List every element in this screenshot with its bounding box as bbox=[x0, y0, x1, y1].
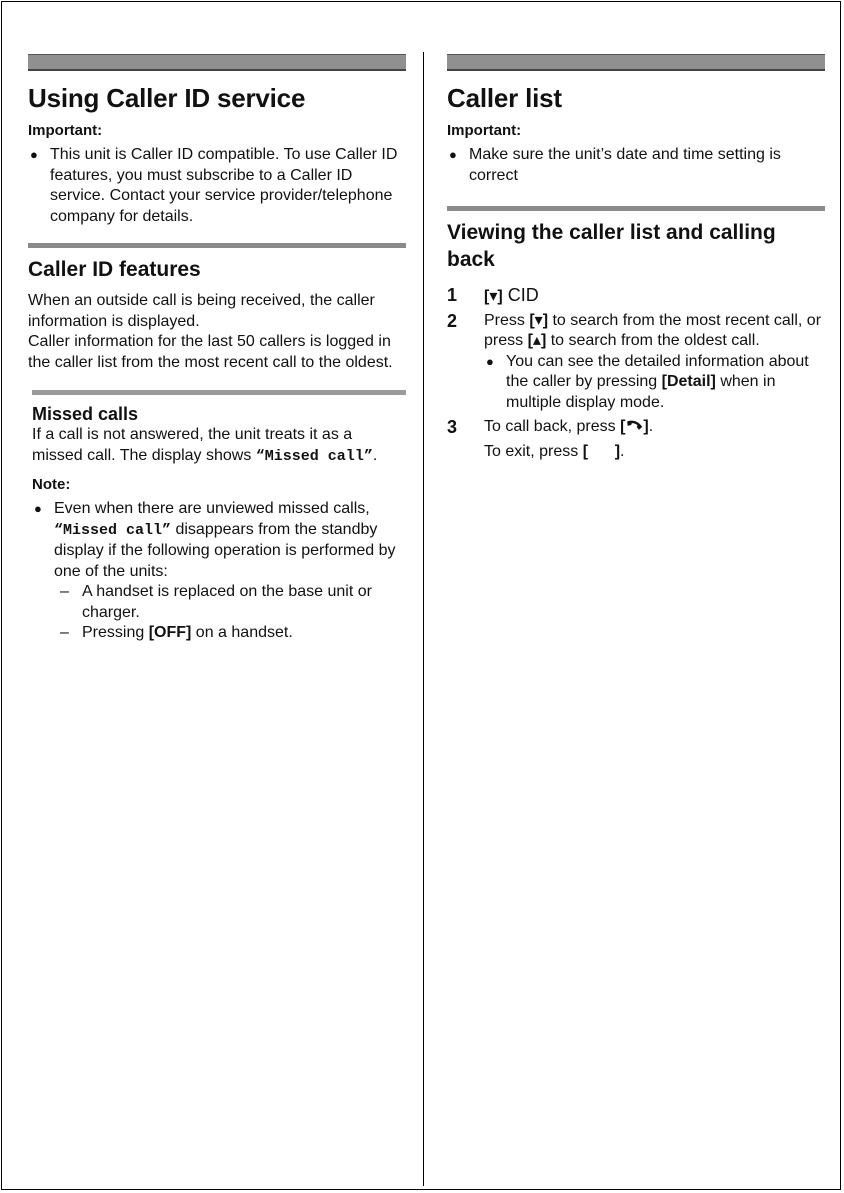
important-bullet-text: This unit is Caller ID compatible. To use Caller ID features, you must subscribe to a Caller ID service. Contact your service provider/telephone company for details. bbox=[50, 146, 398, 225]
dash-icon: – bbox=[60, 583, 69, 600]
important-label: Important: bbox=[447, 122, 522, 139]
missed-text-end: . bbox=[372, 446, 378, 464]
detail-key: [Detail] bbox=[661, 373, 716, 390]
bullet-icon: ● bbox=[30, 147, 38, 162]
step-2-text: Press bbox=[484, 311, 530, 329]
viewing-caller-list-heading: Viewing the caller list and calling back bbox=[447, 221, 776, 271]
section-bar bbox=[28, 54, 406, 71]
section-bar bbox=[447, 54, 825, 71]
note-dash-item bbox=[32, 623, 406, 644]
step-3-text: To call back, press bbox=[484, 418, 621, 435]
step-number: 1 bbox=[447, 285, 458, 305]
note-dash-item bbox=[32, 582, 406, 623]
missed-calls-heading: Missed calls bbox=[32, 404, 139, 424]
key-bracket: [ bbox=[620, 418, 626, 435]
step-3 bbox=[447, 417, 825, 462]
missed-calls-paragraph bbox=[32, 425, 406, 467]
step-3-text-end: . bbox=[620, 442, 625, 460]
step-3-text: To exit, press bbox=[484, 442, 583, 460]
sub-bullet-text-end: when in multiple display mode. bbox=[506, 373, 776, 411]
section-rule bbox=[28, 243, 406, 248]
step-3-line-2 bbox=[484, 442, 825, 463]
step-2-sub-bullet bbox=[484, 352, 825, 414]
page-title-caller-list: Caller list bbox=[447, 83, 562, 113]
dash-item-text: Pressing bbox=[82, 624, 149, 641]
step-number: 2 bbox=[447, 310, 458, 331]
step-3-text-end: . bbox=[648, 418, 654, 435]
step-1-text: CID bbox=[502, 285, 539, 305]
up-key: [▴] bbox=[527, 332, 547, 349]
subsection-rule bbox=[32, 390, 406, 395]
section-rule bbox=[447, 206, 825, 211]
features-paragraph-1: When an outside call is being received, the caller information is displayed. bbox=[28, 292, 375, 330]
note-bullet bbox=[32, 499, 406, 582]
missed-call-display-text: “Missed call” bbox=[255, 447, 373, 465]
dash-item-text-end: on a handset. bbox=[191, 624, 293, 641]
missed-call-display-text: “Missed call” bbox=[54, 521, 172, 539]
off-key: [OFF] bbox=[148, 624, 192, 641]
bullet-icon: ● bbox=[486, 353, 494, 369]
talk-handset-icon bbox=[625, 420, 643, 432]
note-text-end: disappears from the standby display if the following operation is performed by one of the units: bbox=[54, 520, 396, 580]
important-bullet bbox=[447, 145, 825, 186]
dash-item-text: A handset is replaced on the base unit or charger. bbox=[82, 583, 372, 621]
note-text: Even when there are unviewed missed calls, bbox=[54, 500, 370, 517]
page-title-caller-id-service: Using Caller ID service bbox=[28, 83, 306, 113]
bullet-icon: ● bbox=[34, 501, 42, 516]
sub-bullet-text: You can see the detailed information about the caller by pressing bbox=[506, 352, 809, 390]
step-3-line-1 bbox=[484, 417, 825, 438]
key-bracket: ] bbox=[643, 418, 649, 435]
column-divider bbox=[423, 52, 424, 1186]
important-bullet bbox=[28, 145, 406, 227]
important-bullet-text: Make sure the unit’s date and time setting is correct bbox=[469, 146, 781, 184]
step-2-text: to search from the most recent call, or press bbox=[484, 311, 822, 349]
down-key: [▾] bbox=[484, 288, 503, 305]
missed-text: If a call is not answered, the unit treats it as a missed call. The display shows bbox=[32, 426, 353, 464]
caller-id-features-heading: Caller ID features bbox=[28, 258, 201, 281]
step-2-text: to search from the oldest call. bbox=[546, 332, 760, 349]
right-column bbox=[447, 54, 825, 462]
features-paragraph-2: Caller information for the last 50 callers is logged in the caller list from the most recent call to the oldest. bbox=[28, 333, 393, 371]
left-column bbox=[28, 54, 406, 644]
exit-key: [ ] bbox=[582, 442, 621, 460]
step-2 bbox=[447, 311, 825, 414]
step-1 bbox=[447, 285, 825, 308]
down-key: [▾] bbox=[529, 311, 549, 329]
important-label: Important: bbox=[28, 122, 103, 139]
bullet-icon: ● bbox=[449, 147, 457, 162]
dash-icon: – bbox=[60, 624, 69, 641]
note-label: Note: bbox=[32, 476, 71, 493]
step-number: 3 bbox=[447, 417, 458, 437]
